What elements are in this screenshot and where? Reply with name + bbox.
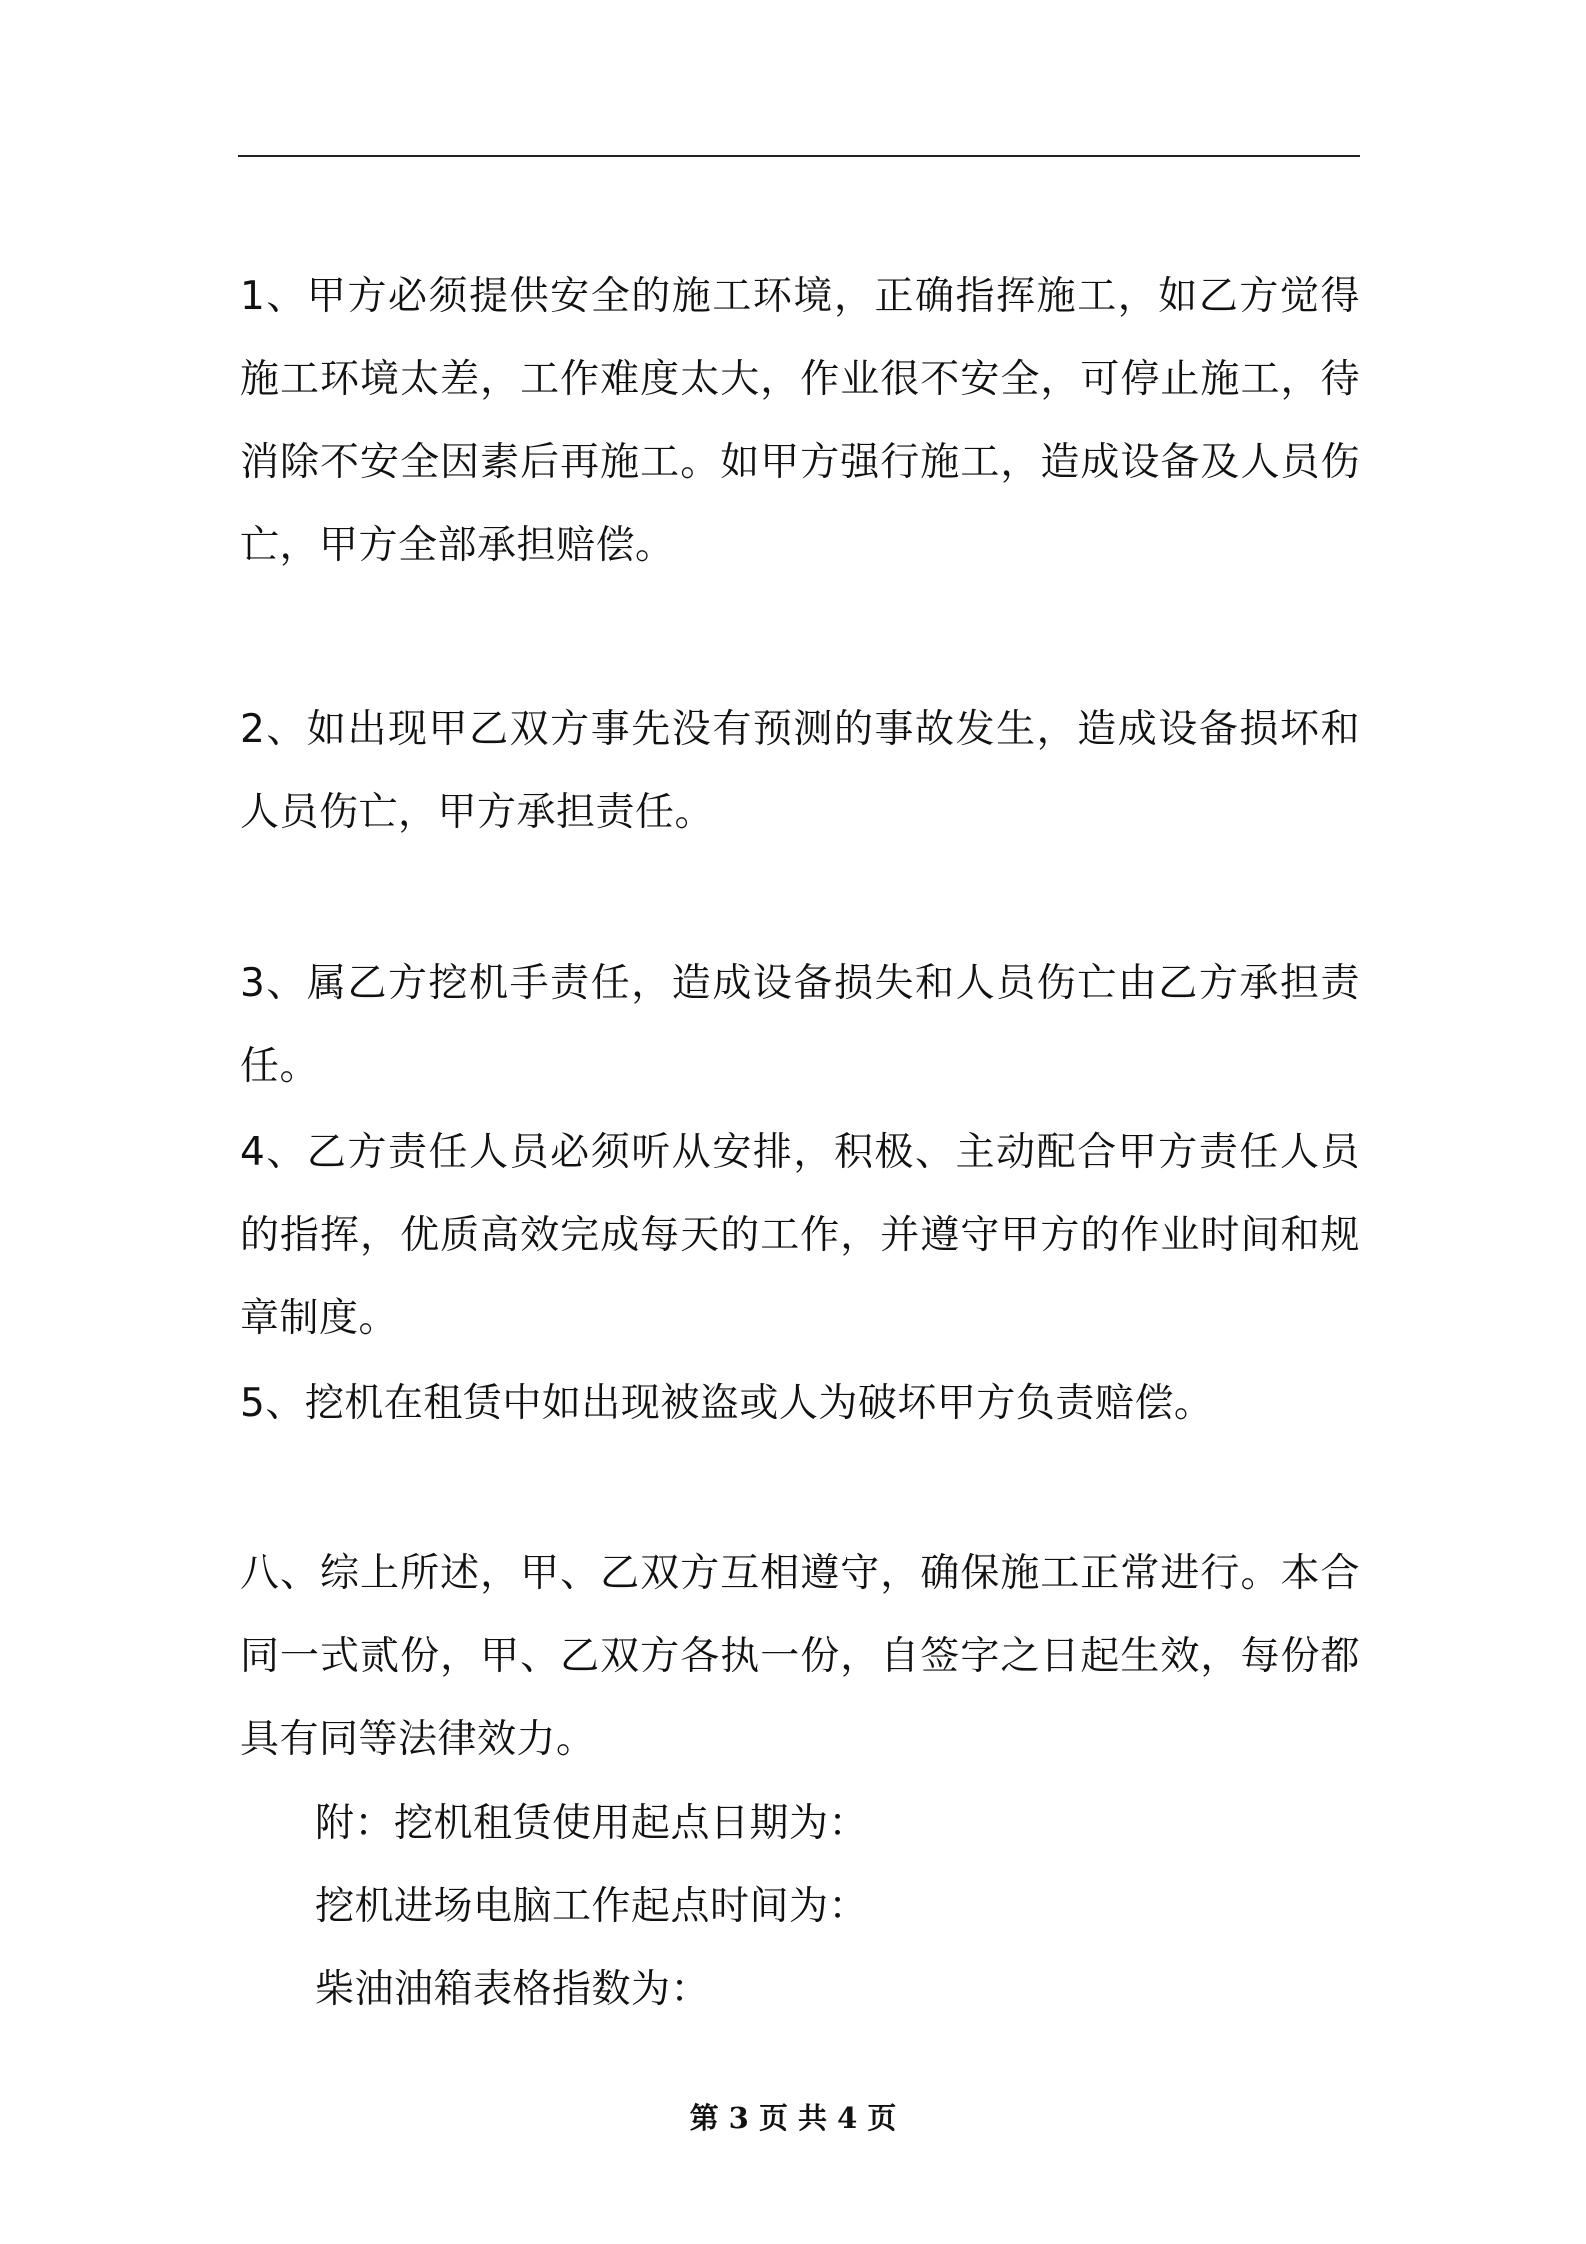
clause-3-paragraph: 3、属乙方挖机手责任，造成设备损失和人员伤亡由乙方承担责任。 — [240, 961, 1360, 1089]
clause-1-paragraph: 1、甲方必须提供安全的施工环境，正确指挥施工，如乙方觉得施工环境太差，工作难度太大，作业很不安全，可停止施工，待消除不安全因素后再施工。如甲方强行施工，造成设备及人员伤亡，甲方全部承担赔偿。 — [240, 274, 1360, 568]
header-rule — [238, 155, 1360, 157]
attachment-fuel-index-line: 柴油油箱表格指数为： — [315, 1967, 711, 2012]
clause-5-paragraph: 5、挖机在租赁中如出现被盗或人为破坏甲方负责赔偿。 — [240, 1381, 1214, 1426]
page-number-footer: 第 3 页 共 4 页 — [689, 2101, 897, 2135]
clause-2-paragraph: 2、如出现甲乙双方事先没有预测的事故发生，造成设备损坏和人员伤亡，甲方承担责任。 — [240, 707, 1360, 835]
clause-4-paragraph: 4、乙方责任人员必须听从安排，积极、主动配合甲方责任人员的指挥，优质高效完成每天的工作，并遵守甲方的作业时间和规章制度。 — [240, 1130, 1360, 1341]
attachment-start-time-line: 挖机进场电脑工作起点时间为： — [315, 1884, 869, 1929]
attachment-start-date-line: 附：挖机租赁使用起点日期为： — [315, 1801, 869, 1846]
section-eight-paragraph: 八、综上所述，甲、乙双方互相遵守，确保施工正常进行。本合同一式贰份，甲、乙双方各执一份，自签字之日起生效，每份都具有同等法律效力。 — [240, 1551, 1360, 1762]
